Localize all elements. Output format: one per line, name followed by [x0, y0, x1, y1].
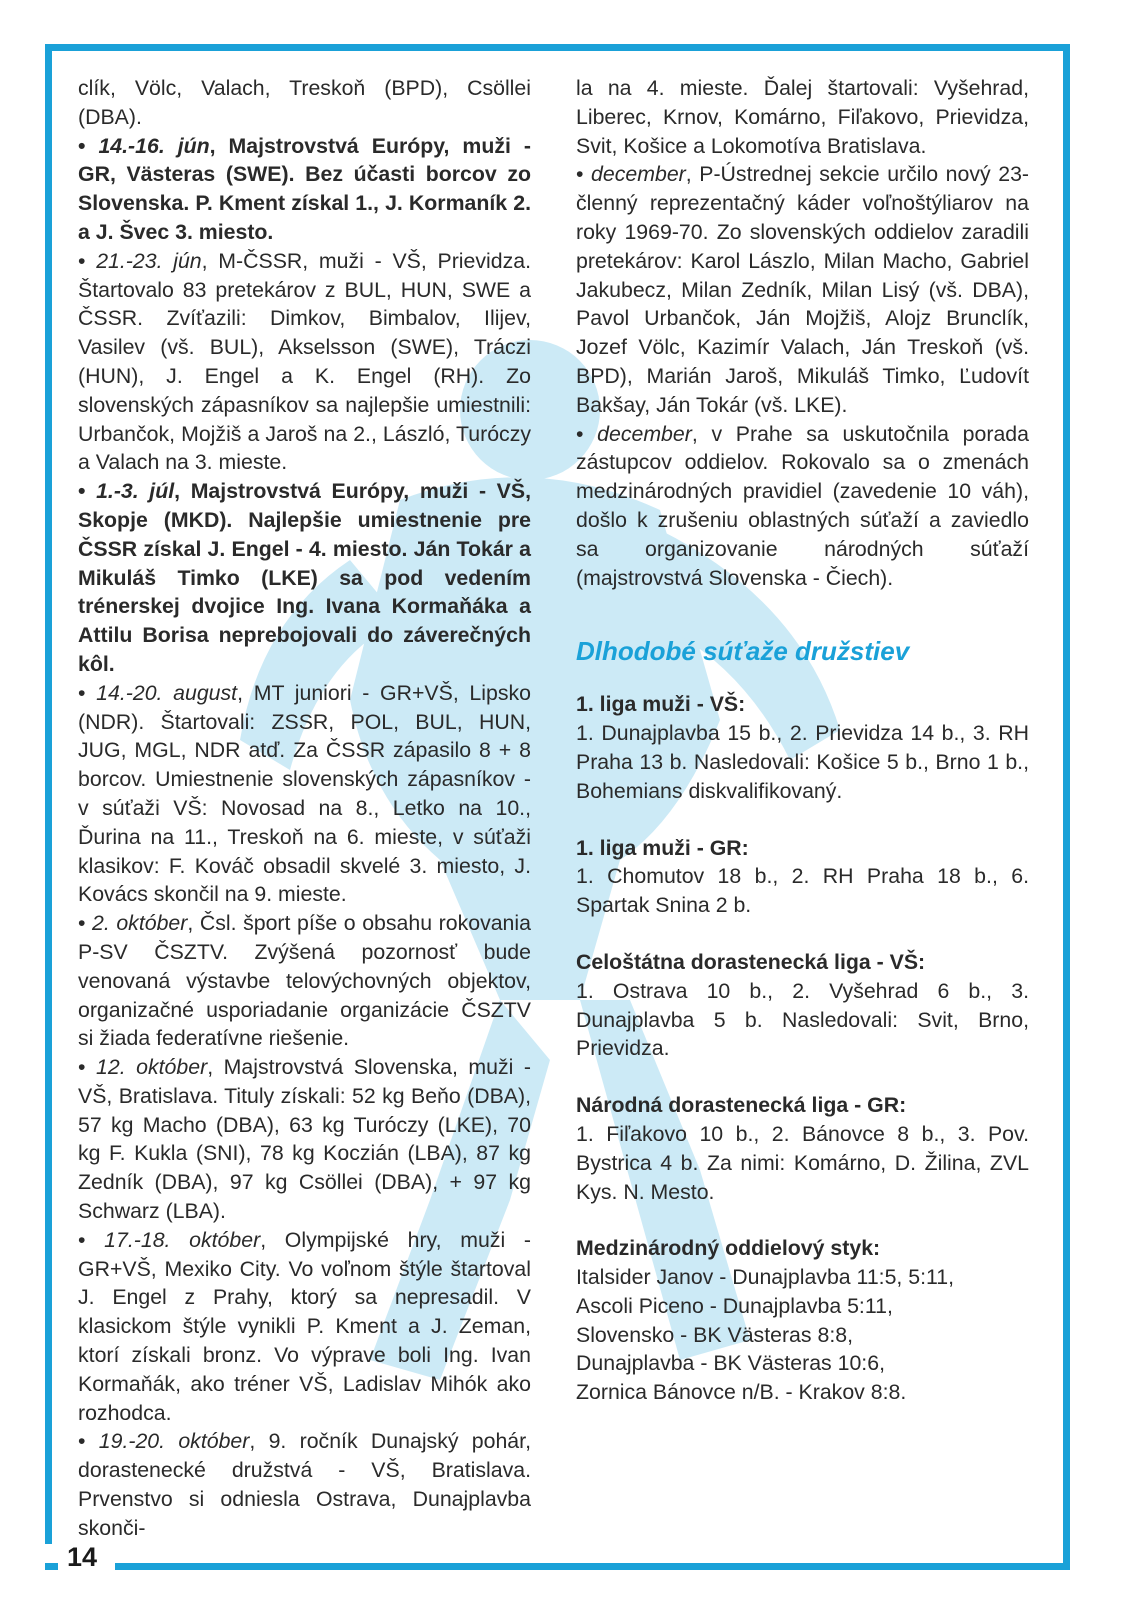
entry-slovak-championship: • 12. október, Majstrovstvá Slovenska, muži - VŠ, Bratislava. Tituly získali: 52 kg Beňo (DBA), 57 kg Macho (DBA), 63 kg Turóczy (LKE), 70 kg F. Kukla (SNI), 78 kg Koczián (LBA), 87 kg Zedník (DBA), 97 kg Csöllei (DBA), + 97 kg Schwarz (LBA). — [78, 1055, 532, 1224]
entry-continuation: clík, Völc, Valach, Treskoň (BPD), Csöllei (DBA). — [78, 76, 531, 129]
league-block — [576, 690, 1029, 805]
league-block — [576, 1091, 1029, 1206]
entry-continuation: la na 4. mieste. Ďalej štartovali: Vyšehrad, Liberec, Krnov, Komárno, Fiľakovo, Prievidza, Svit, Košice a Lokomotíva Bratislava. — [576, 76, 1029, 158]
league-results: 1. Chomutov 18 b., 2. RH Praha 18 b., 6. Spartak Snina 2 b. — [576, 864, 1029, 918]
page-frame-bottom-left — [45, 1563, 58, 1570]
entry-danube-cup: • 19.-20. október, 9. ročník Dunajský pohár, dorastenecké družstvá - VŠ, Bratislava. Prvenstvo si odniesla Ostrava, Dunajplavba skonči- — [78, 1429, 531, 1540]
match-result: Slovensko - BK Västeras 8:8, — [576, 1322, 853, 1347]
entry-clubs-meeting: • december, v Prahe sa uskutočnila porada zástupcov oddielov. Rokovalo sa o zmenách medzinárodných pravidiel (zavedenie 10 váh), došlo k zrušeniu oblastných súťaží a zaviedlo sa organizovanie národných súťaží (majstrovstvá Slovenska - Čiech). — [576, 421, 1029, 590]
international-block — [576, 1234, 1029, 1407]
entry-euro-championship-gr: • 14.-16. jún, Majstrovstvá Európy, muži - GR, Västeras (SWE). Bez účasti borcov zo Slovenska. P. Kment získal 1., J. Kormaník 2. a J. Švec 3. miesto. — [78, 133, 531, 244]
match-result: Zornica Bánovce n/B. - Krakov 8:8. — [576, 1380, 907, 1405]
league-results: 1. Ostrava 10 b., 2. Vyšehrad 6 b., 3. Dunajplavba 5 b. Nasledovali: Svit, Brno, Prievidza. — [576, 978, 1029, 1061]
league-heading: Národná dorastenecká liga - GR: — [576, 1093, 907, 1118]
international-heading: Medzinárodný oddielový styk: — [576, 1236, 881, 1261]
match-result: Dunajplavba - BK Västeras 10:6, — [576, 1351, 885, 1376]
page-frame-left — [45, 44, 52, 1544]
right-column — [576, 74, 1029, 1407]
left-column — [78, 74, 531, 1543]
section-title: Dlhodobé súťaže družstiev — [576, 636, 910, 667]
league-block — [576, 834, 1029, 920]
match-result: Italsider Janov - Dunajplavba 11:5, 5:11, — [576, 1265, 955, 1290]
entry-olympic-games: • 17.-18. október, Olympijské hry, muži - GR+VŠ, Mexiko City. Vo voľnom štýle štartoval J. Engel z Prahy, ktorý sa nepresadil. V klasickom štýle vynikli P. Kment a J. Zeman, ktorí získali bronz. Vo výprave boli Ing. Ivan Kormaňák, ako tréner VŠ, Ladislav Mihók ako rozhodca. — [78, 1227, 531, 1425]
entry-cssr-championship: • 21.-23. jún, M-ČSSR, muži - VŠ, Prievidza. Štartovalo 83 pretekárov z BUL, HUN, SWE a ČSSR. Zvíťazili: Dimkov, Bimbalov, Ilijev, Vasilev (vš. BUL), Akselsson (SWE), Tráczi (HUN), J. Engel a K. Engel (RH). Zo slovenských zápasníkov sa najlepšie umiestnili: Urbančok, Mojžiš a Jaroš na 2., László, Turóczy a Valach na 3. mieste. — [78, 248, 532, 475]
page-number: 14 — [67, 1542, 98, 1572]
entry-cszt-meeting: • 2. október, Čsl. šport píše o obsahu rokovania P-SV ČSZTV. Zvýšená pozornosť bude venovaná výstavbe telovýchovných objektov, organizačné usporiadanie organizácie ČSZTV si žiada federatívne riešenie. — [78, 911, 531, 1051]
league-block — [576, 948, 1029, 1063]
page-frame-top — [45, 44, 1070, 51]
entry-euro-championship-vs: • 1.-3. júl, Majstrovstvá Európy, muži - VŠ, Skopje (MKD). Najlepšie umiestnenie pre ČSSR získal J. Engel - 4. miesto. Ján Tokár a Mikuláš Timko (LKE) sa pod vedením trénerskej dvojice Ing. Ivana Kormaňáka a Attilu Borisa neprebojovali do záverečných kôl. — [78, 479, 531, 676]
league-heading: 1. liga muži - GR: — [576, 835, 749, 860]
entry-national-squad: • december, P-Ústrednej sekcie určilo nový 23-členný reprezentačný káder voľnoštýliarov na roky 1969-70. Zo slovenských oddielov zaradili pretekárov: Karol Lászlo, Milan Macho, Gabriel Jakubecz, Milan Zedník, Milan Lisý (vš. DBA), Pavol Urbančok, Ján Mojžiš, Alojz Brunclík, Jozef Völc, Kazimír Valach, Ján Treskoň (vš. BPD), Marián Jaroš, Mikuláš Timko, Ľudovít Bakšay, Ján Tokár (vš. LKE). — [576, 162, 1030, 417]
page-frame-bottom-right — [115, 1563, 1070, 1570]
league-results: 1. Fiľakovo 10 b., 2. Bánovce 8 b., 3. Pov. Bystrica 4 b. Za nimi: Komárno, D. Žilina, ZVL Kys. N. Mesto. — [576, 1121, 1029, 1204]
page-frame-right — [1063, 44, 1070, 1570]
league-heading: 1. liga muži - VŠ: — [576, 692, 746, 717]
league-heading: Celoštátna dorastenecká liga - VŠ: — [576, 949, 926, 974]
match-result: Ascoli Piceno - Dunajplavba 5:11, — [576, 1293, 893, 1318]
entry-junior-tournament: • 14.-20. august, MT juniori - GR+VŠ, Lipsko (NDR). Štartovali: ZSSR, POL, BUL, HUN, JUG, MGL, NDR atď. Za ČSSR zápasilo 8 + 8 borcov. Umiestnenie slovenských zápasníkov - v súťaži VŠ: Novosad na 8., Letko na 10., Ďurina na 11., Treskoň na 6. mieste, v súťaži klasikov: F. Kováč obsadil skvelé 3. miesto, J. Kovács skončil na 9. mieste. — [78, 680, 531, 907]
league-results: 1. Dunajplavba 15 b., 2. Prievidza 14 b., 3. RH Praha 13 b. Nasledovali: Košice 5 b., Brno 1 b., Bohemians diskvalifikovaný. — [576, 721, 1029, 803]
